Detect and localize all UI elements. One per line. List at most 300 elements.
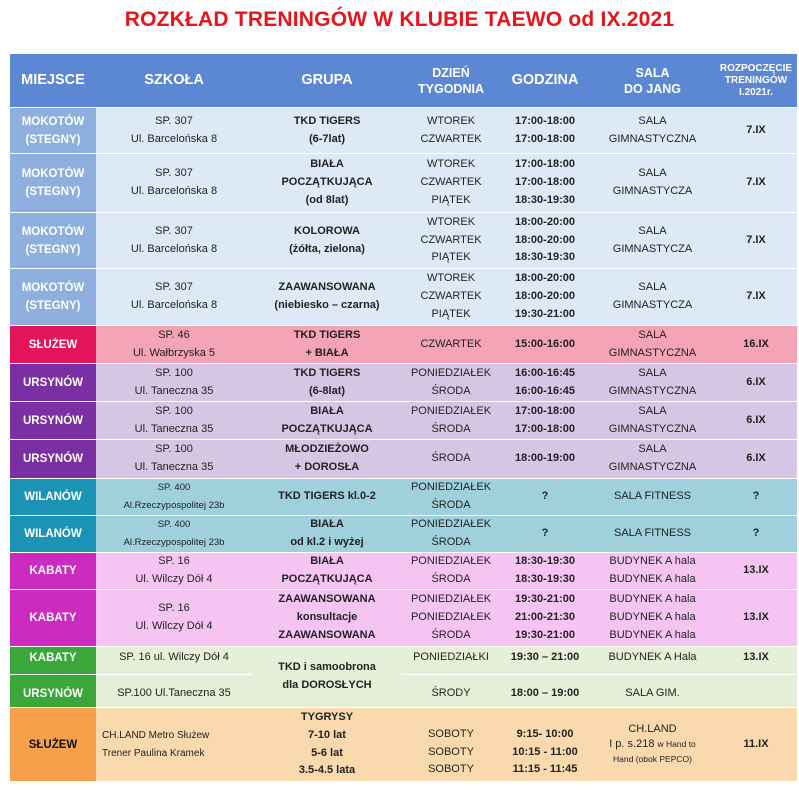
line: Ul. Wilczy Dół 4 [135, 620, 213, 632]
line: URSYNÓW [22, 376, 84, 389]
group-cell [252, 647, 402, 708]
table-row [10, 516, 797, 553]
line: MOKOTÓW [21, 225, 85, 238]
line: GIMNASTYCZNA [608, 346, 697, 359]
start-date: 11.IX [743, 737, 769, 750]
place-cell [10, 213, 96, 269]
line: URSYNÓW [22, 688, 84, 700]
line: POCZĄTKUJĄCA [281, 176, 373, 189]
line: SOBOTY [428, 763, 474, 776]
line: CH.LAND [628, 723, 677, 735]
day-cell [402, 440, 500, 479]
line: ZAAWANSOWANA [278, 593, 376, 606]
day-cell [402, 479, 500, 516]
line: CZWARTEK [420, 337, 482, 350]
header-szkola: SZKOŁA [96, 54, 252, 108]
start-cell [715, 479, 797, 516]
table-row [10, 154, 797, 213]
line: 5-6 lat [311, 746, 343, 759]
line: 11:15 - 11:45 [512, 763, 578, 776]
line: SŁUŻEW [28, 338, 78, 351]
line: 17:00-18:00 [515, 114, 575, 127]
line: 18:00-19:00 [515, 452, 575, 465]
time-cell [500, 553, 590, 590]
start-cell [715, 553, 797, 590]
start-cell [715, 402, 797, 440]
line: 15:00-16:00 [515, 337, 575, 350]
group-cell [252, 364, 402, 402]
sala-cell [590, 675, 715, 708]
line: CZWARTEK [420, 233, 482, 246]
line: 18:00-20:00 [515, 233, 575, 246]
day-cell [402, 553, 500, 590]
day-cell [402, 590, 500, 647]
group-cell [252, 708, 402, 782]
place-cell [10, 440, 96, 479]
line: 18:00-20:00 [515, 215, 575, 228]
line: 18:30-19:30 [515, 573, 575, 585]
line: WTOREK [426, 215, 476, 228]
time-cell [500, 213, 590, 269]
line: Trener Paulina Kramek [102, 747, 205, 759]
line: Al.Rzeczypospolitej 23b [123, 537, 225, 548]
line: TKD TIGERS [293, 366, 361, 379]
line: 18:00 – 19:00 [510, 687, 580, 700]
line: 18:00-20:00 [515, 290, 575, 303]
sala-cell [590, 108, 715, 154]
line: ŚRODY [431, 687, 471, 700]
line: SALA [638, 404, 667, 417]
school-cell [96, 675, 252, 708]
line: Ul. Wałbrzyska 5 [132, 346, 216, 359]
line: MOKOTÓW [21, 115, 85, 128]
place-cell [10, 269, 96, 326]
start-cell [715, 440, 797, 479]
start-date: 6.IX [746, 375, 766, 388]
day-cell [402, 647, 500, 675]
start-cell [715, 708, 797, 782]
line: TKD TIGERS kl.0-2 [278, 490, 376, 503]
line: BUDYNEK A hala [609, 611, 696, 624]
line: 17:00-18:00 [515, 422, 575, 435]
line: PONIEDZIAŁKI [413, 651, 489, 663]
header-miejsce: MIEJSCE [10, 54, 96, 108]
time-cell [500, 479, 590, 516]
line: SŁUŻEW [28, 738, 78, 751]
line: ZAAWANSOWANA [278, 281, 376, 294]
start-cell [715, 647, 797, 675]
place-cell [10, 708, 96, 782]
place-cell [10, 516, 96, 553]
day-cell [402, 708, 500, 782]
line: WILANÓW [24, 528, 82, 540]
table-row [10, 108, 797, 154]
time-cell [500, 440, 590, 479]
table-row [10, 675, 797, 708]
line: PONIEDZIAŁEK [410, 366, 492, 379]
place-cell [10, 326, 96, 364]
time-cell [500, 269, 590, 326]
line: GIMNASTYCZA [612, 299, 693, 311]
line: 9:15- 10:00 [516, 727, 574, 740]
sala-cell [590, 708, 715, 782]
line: Ul. Barcelońska 8 [130, 299, 218, 311]
table-row [10, 590, 797, 647]
line: URSYNÓW [22, 453, 84, 465]
line: Ul. Taneczna 35 [134, 384, 214, 397]
table-row [10, 326, 797, 364]
start-date: 16.IX [743, 337, 769, 350]
table-row [10, 647, 797, 675]
place-cell [10, 675, 96, 708]
line: ŚRODA [431, 499, 471, 511]
place-cell [10, 402, 96, 440]
time-cell [500, 108, 590, 154]
line: SOBOTY [428, 727, 474, 740]
line: 17:00-18:00 [515, 404, 575, 417]
line: + DOROSŁA [294, 461, 360, 473]
school-cell [96, 108, 252, 154]
group-cell [252, 269, 402, 326]
school-cell [96, 516, 252, 553]
start-date: 13.IX [743, 651, 769, 663]
line: 19:30 – 21:00 [510, 651, 580, 663]
school-cell [96, 647, 252, 675]
line: SP. 307 [155, 114, 193, 127]
line: GIMNASTYCZNA [608, 384, 697, 397]
line: ŚRODA [431, 536, 471, 548]
time-cell [500, 708, 590, 782]
line: ? [541, 527, 549, 540]
line: SALA [638, 114, 667, 127]
table-row [10, 213, 797, 269]
line: (niebiesko – czarna) [274, 299, 380, 311]
start-date: 7.IX [746, 290, 766, 303]
sala-cell [590, 590, 715, 647]
group-cell [252, 154, 402, 213]
time-cell [500, 364, 590, 402]
group-cell [252, 326, 402, 364]
line: Ul. Taneczna 35 [134, 461, 214, 473]
time-cell [500, 402, 590, 440]
time-cell [500, 675, 590, 708]
start-cell [715, 269, 797, 326]
table-body [10, 108, 797, 782]
line: (STEGNY) [25, 300, 81, 312]
line: PONIEDZIAŁEK [410, 481, 492, 494]
line: GIMNASTYCZA [612, 185, 693, 197]
table-row [10, 479, 797, 516]
table-row [10, 708, 797, 782]
school-cell [96, 364, 252, 402]
line: SP. 100 [155, 404, 193, 417]
table-row [10, 553, 797, 590]
sala-cell [590, 326, 715, 364]
line: SALA FITNESS [613, 490, 692, 503]
line: 19:30-21:00 [515, 307, 575, 320]
line: 18:30-19:30 [515, 251, 575, 264]
day-cell [402, 364, 500, 402]
line: POCZĄTKUJĄCA [281, 573, 373, 585]
line: BUDYNEK A hala [609, 573, 696, 585]
start-date: ? [752, 490, 760, 503]
line: BUDYNEK A Hala [608, 651, 697, 663]
table-header [10, 54, 797, 108]
line: 17:00-18:00 [515, 132, 575, 145]
line: Al.Rzeczypospolitej 23b [123, 500, 225, 511]
line: CH.LAND Metro Służew [102, 729, 210, 741]
line: + BIAŁA [305, 346, 349, 359]
group-cell [252, 590, 402, 647]
line: ŚRODA [431, 384, 471, 397]
line: 18:30-19:30 [515, 555, 575, 568]
line: TKD TIGERS [293, 328, 361, 341]
line: SOBOTY [428, 745, 474, 758]
line: BUDYNEK A hala [609, 593, 696, 606]
group-cell [252, 440, 402, 479]
line: ZAAWANSOWANA [278, 628, 376, 641]
start-cell [715, 213, 797, 269]
school-cell [96, 440, 252, 479]
group-cell [252, 479, 402, 516]
line: TYGRYSY [300, 711, 354, 724]
line: BIAŁA [310, 158, 344, 171]
group-cell [252, 108, 402, 154]
line: ŚRODA [431, 452, 471, 465]
line: Ul. Barcelońska 8 [130, 132, 218, 145]
sala-cell [590, 647, 715, 675]
line: PONIEDZIAŁEK [410, 404, 492, 417]
table-row [10, 364, 797, 402]
line: PIĄTEK [431, 307, 471, 320]
group-cell [252, 213, 402, 269]
line: PIĄTEK [431, 193, 471, 206]
line: 19:30-21:00 [515, 593, 575, 606]
school-cell [96, 269, 252, 326]
sala-cell [590, 516, 715, 553]
line: 16:00-16:45 [515, 384, 575, 397]
line: Ul. Barcelońska 8 [130, 242, 218, 255]
line: (żółta, zielona) [289, 242, 365, 255]
sala-cell [590, 364, 715, 402]
line: 17:00-18:00 [515, 176, 575, 189]
start-cell [715, 108, 797, 154]
header-sala: SALA DO JANG [590, 54, 715, 108]
line: KABATY [29, 565, 77, 577]
line: SP. 400 [157, 519, 191, 531]
line: od kl.2 i wyżej [290, 536, 364, 548]
group-cell [252, 516, 402, 553]
line: SP. 16 [158, 555, 190, 568]
line: KABATY [29, 652, 77, 664]
table-row [10, 402, 797, 440]
line: GIMNASTYCZNA [608, 132, 697, 145]
start-date: 7.IX [746, 176, 766, 189]
line: (6-8lat) [308, 384, 346, 397]
line: CZWARTEK [420, 132, 482, 145]
time-cell [500, 647, 590, 675]
line: URSYNÓW [22, 414, 84, 427]
sala-cell [590, 440, 715, 479]
start-date: 7.IX [746, 233, 766, 246]
group-cell [252, 402, 402, 440]
start-cell [715, 154, 797, 213]
line: GIMNASTYCZNA [608, 422, 697, 435]
place-cell [10, 364, 96, 402]
line: 3.5-4.5 lata [298, 764, 356, 777]
school-cell [96, 553, 252, 590]
place-cell [10, 479, 96, 516]
line: SP. 100 [155, 366, 193, 379]
line: Ul. Wilczy Dół 4 [135, 573, 213, 585]
school-cell [96, 326, 252, 364]
line: BUDYNEK A hala [609, 555, 696, 568]
line: MŁODZIEŻOWO [285, 443, 369, 456]
time-cell [500, 590, 590, 647]
table-row [10, 440, 797, 479]
day-cell [402, 326, 500, 364]
sala-cell [590, 154, 715, 213]
line: SP. 100 [155, 443, 193, 456]
line: WTOREK [426, 114, 476, 127]
start-cell [715, 326, 797, 364]
line: CZWARTEK [420, 176, 482, 189]
line: CZWARTEK [420, 290, 482, 303]
line: SALA FITNESS [613, 527, 692, 540]
day-cell [402, 675, 500, 708]
line: SP. 46 [158, 328, 190, 341]
place-cell [10, 553, 96, 590]
sala-cell [590, 479, 715, 516]
line: 18:00-20:00 [515, 272, 575, 285]
group-cell [252, 553, 402, 590]
line: PONIEDZIAŁEK [410, 555, 492, 568]
header-grupa: GRUPA [252, 54, 402, 108]
line: TKD i samoobrona [278, 661, 376, 674]
school-cell [96, 402, 252, 440]
day-cell [402, 269, 500, 326]
line: SALA [638, 167, 667, 180]
header-dzien: DZIEŃ TYGODNIA [402, 54, 500, 108]
page-title: ROZKŁAD TRENINGÓW W KLUBIE TAEWO od IX.2021 [124, 8, 675, 31]
line: WTOREK [426, 272, 476, 285]
line: SALA [638, 281, 667, 294]
line: ŚRODA [431, 573, 471, 585]
line: (od 8lat) [305, 193, 349, 206]
line: 16:00-16:45 [515, 366, 575, 379]
school-cell [96, 590, 252, 647]
start-cell [715, 516, 797, 553]
line: POCZĄTKUJĄCA [281, 422, 373, 435]
line: SALA [638, 224, 667, 237]
line: Ul. Barcelońska 8 [130, 185, 218, 197]
place-cell [10, 108, 96, 154]
day-cell [402, 213, 500, 269]
line: 7-10 lat [308, 728, 346, 741]
line: SALA [638, 443, 667, 456]
line: SALA [638, 328, 667, 341]
line: (6-7lat) [308, 132, 346, 145]
place-cell [10, 647, 96, 675]
line: PONIEDZIAŁEK [410, 518, 492, 531]
line: I p. s.218 [609, 738, 655, 750]
school-cell [96, 708, 252, 782]
line: (STEGNY) [25, 243, 81, 256]
line: WILANÓW [24, 491, 82, 503]
line: SP. 307 [155, 281, 193, 294]
start-date: 13.IX [743, 564, 769, 577]
line: SP. 307 [155, 167, 193, 180]
line: SP. 16 ul. Wilczy Dół 4 [119, 651, 229, 663]
line: (STEGNY) [25, 186, 81, 198]
line: ? [541, 490, 549, 503]
header-godzina: GODZINA [500, 54, 590, 108]
line: konsultacje [296, 611, 358, 624]
sala-cell [590, 269, 715, 326]
start-date: 6.IX [746, 452, 766, 465]
line: GIMNASTYCZA [612, 242, 693, 255]
line: PONIEDZIAŁEK [410, 593, 492, 606]
line: 17:00-18:00 [515, 158, 575, 171]
line: SALA GIM. [625, 687, 680, 700]
line: SALA [638, 366, 667, 379]
start-cell [715, 675, 797, 708]
school-cell [96, 213, 252, 269]
day-cell [402, 402, 500, 440]
line: SP. 400 [157, 482, 191, 494]
line: PIĄTEK [431, 251, 471, 264]
line: 18:30-19:30 [515, 193, 575, 206]
start-cell [715, 590, 797, 647]
line: Hand (obok PEPCO) [613, 754, 692, 764]
line: TKD TIGERS [293, 114, 361, 127]
place-cell [10, 590, 96, 647]
line: KOLOROWA [294, 224, 360, 237]
time-cell [500, 154, 590, 213]
line: dla DOROSŁYCH [282, 679, 372, 691]
line: w Hand to [657, 739, 696, 749]
start-date: 7.IX [746, 123, 766, 136]
line: SP. 16 [158, 602, 190, 615]
time-cell [500, 516, 590, 553]
place-cell [10, 154, 96, 213]
start-date: 6.IX [746, 413, 766, 426]
line: BIAŁA [310, 518, 344, 531]
line: SP.100 Ul.Taneczna 35 [117, 687, 231, 700]
line: ŚRODA [431, 422, 471, 435]
sala-cell [590, 213, 715, 269]
sala-cell [590, 553, 715, 590]
line: 21:00-21:30 [515, 611, 575, 624]
start-date: 13.IX [743, 611, 769, 624]
line: 10:15 - 11:00 [512, 745, 578, 758]
line: MOKOTÓW [21, 282, 85, 294]
line: MOKOTÓW [21, 168, 85, 180]
line: SP. 307 [155, 224, 193, 237]
school-cell [96, 154, 252, 213]
time-cell [500, 326, 590, 364]
line: ŚRODA [431, 628, 471, 641]
sala-cell [590, 402, 715, 440]
day-cell [402, 516, 500, 553]
line: WTOREK [426, 158, 476, 171]
line: BIAŁA [310, 555, 344, 568]
line: 19:30-21:00 [515, 628, 575, 641]
schedule-table [10, 54, 797, 782]
line: (STEGNY) [25, 133, 81, 146]
table-row [10, 269, 797, 326]
start-cell [715, 364, 797, 402]
